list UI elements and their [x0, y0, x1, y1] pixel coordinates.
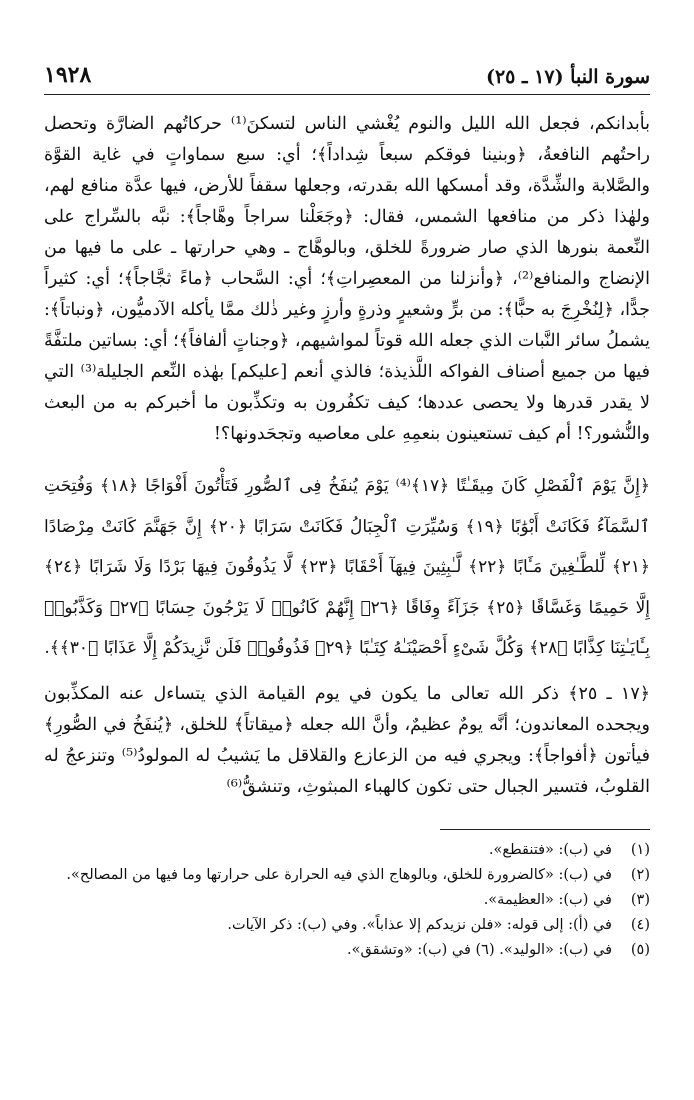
- page-number: ١٩٢٨: [44, 62, 92, 88]
- footnote: [44, 938, 650, 963]
- footnote-text: في (ب): «العظيمة».: [483, 891, 612, 908]
- footnote: [44, 888, 650, 913]
- page-header: [44, 58, 650, 95]
- commentary-paragraph-2: ﴿١٧ ـ ٢٥﴾ ذكر الله تعالى ما يكون في يوم القيامة الذي يتساءل عنه المكذِّبون ويجحده المعاندون؛ أنَّه يومٌ عظيمٌ، وأنَّ الله جعله ﴿ميقاتاً﴾ للخلق، ﴿يُنفَخُ في الصُّورِ﴾ فيأتون ﴿أفواجاً﴾: ويجري فيه من الزعازع والقلاقل ما يَشيبُ له المولودُ⁽⁵⁾ وتنزعجُ له القلوبُ، فتسير الجبال حتى تكون كالهباء المبثوثِ، وتنشقُّ⁽⁶⁾: [44, 683, 650, 797]
- footnote: [44, 913, 650, 938]
- footnote-number: (١): [630, 841, 650, 858]
- footnote-number: (٢): [630, 866, 650, 883]
- footnote-text: في (ب): «كالضرورة للخلق، وبالوهاج الذي فيه الحرارة على حرارتها وما فيها من المصالح».: [66, 866, 612, 883]
- footnote-number: (٤): [630, 916, 650, 933]
- footnote: [44, 838, 650, 863]
- commentary-paragraph: بأبدانكم، فجعل الله الليل والنوم يُغْشي الناس لتسكنَ⁽¹⁾ حركاتُهم الضارَّة وتحصل راحتُهم النافعةُ، ﴿وبنينا فوقكم سبعاً شِداداً﴾؛ أي: سبع سماواتٍ في غاية القوَّة والصَّلابة والشِّدَّة، وقد أمسكها الله بقدرته، وجعلها سقفاً للأرض، فيها عدَّة منافع لهم، ولهٰذا ذكر من منافعها الشمس، فقال: ﴿وجَعَلْنا سراجاً وهَّاجاً﴾: نبَّه بالسِّراج على النِّعمة بنورها الذي صار ضرورةً للخلق، وبالوهَّاج ـ وهي حرارتها ـ على ما فيها من الإنضاج والمنافع⁽²⁾، ﴿وأنزلنا من المعصِراتِ﴾؛ أي: السَّحاب ﴿ماءً ثجَّاجاً﴾؛ أي: كثيراً جدًّا، ﴿لِنُخْرِجَ به حبًّا﴾: من برٍّ وشعيرٍ وذرةٍ وأرزٍ وغير ذٰلك ممَّا يأكله الآدميُّون، ﴿ونباتاً﴾: يشملُ سائر النَّبات الذي جعله الله قوتاً لمواشيهم، ﴿وجناتٍ ألفافاً﴾؛ أي: بساتين ملتفَّةً فيها من جميع أصناف الفواكه اللَّذيذة؛ فالذي أنعم [عليكم] بهٰذه النِّعم الجليلة⁽³⁾ التي لا يقدر قدرها ولا يحصى عددها؛ كيف تكفُرون به وتكذِّبون ما أخبركم به من البعث والنُّشور؟! أم كيف تستعينون بنعمِهِ على معاصيه وتجحَدونها؟!: [44, 114, 651, 444]
- footnote-text: في (ب): «فتنقطع».: [488, 841, 612, 858]
- footnote-text: في (ب): «الوليد». (٦) في (ب): «وتشقق».: [347, 941, 612, 958]
- footnotes: [44, 838, 650, 963]
- footnote-divider: [440, 829, 650, 830]
- verse-commentary: [44, 679, 650, 803]
- footnote-text: في (أ): إلى قوله: «فلن نزيدكم إلا عذاباً». وفي (ب): ذكر الآيات.: [227, 916, 612, 933]
- footnote-number: (٥): [630, 941, 650, 958]
- quran-verses: ﴿إِنَّ يَوْمَ ٱلْفَصْلِ كَانَ مِيقَـٰتًا ﴿١٧﴾⁽⁴⁾ يَوْمَ يُنفَخُ فِى ٱلصُّورِ فَتَأْتُونَ أَفْوَاجًا ﴿١٨﴾ وَفُتِحَتِ ٱلسَّمَآءُ فَكَانَتْ أَبْوَٰبًا ﴿١٩﴾ وَسُيِّرَتِ ٱلْجِبَالُ فَكَانَتْ سَرَابًا ﴿٢٠﴾ إِنَّ جَهَنَّمَ كَانَتْ مِرْصَادًا ﴿٢١﴾ لِّلطَّـٰغِينَ مَـَٔابًا ﴿٢٢﴾ لَّـٰبِثِينَ فِيهَآ أَحْقَابًا ﴿٢٣﴾ لَّا يَذُوقُونَ فِيهَا بَرْدًا وَلَا شَرَابًا ﴿٢٤﴾ إِلَّا حَمِيمًا وَغَسَّاقًا ﴿٢٥﴾ جَزَآءً وِفَاقًا ﴿٢٦﴾ إِنَّهُمْ كَانُوا۟ لَا يَرْجُونَ حِسَابًا ﴿٢٧﴾ وَكَذَّبُوا۟ بِـَٔايَـٰتِنَا كِذَّابًا ﴿٢٨﴾ وَكُلَّ شَىْءٍ أَحْصَيْنَـٰهُ كِتَـٰبًا ﴿٢٩﴾ فَذُوقُوا۟ فَلَن نَّزِيدَكُمْ إِلَّا عَذَابًا ﴿٣٠﴾﴾.: [44, 476, 651, 658]
- surah-title: سورة النبأ (١٧ ـ ٢٥): [485, 66, 650, 88]
- footnote: [44, 863, 650, 888]
- commentary-text: [44, 109, 650, 450]
- footnote-number: (٣): [630, 891, 650, 908]
